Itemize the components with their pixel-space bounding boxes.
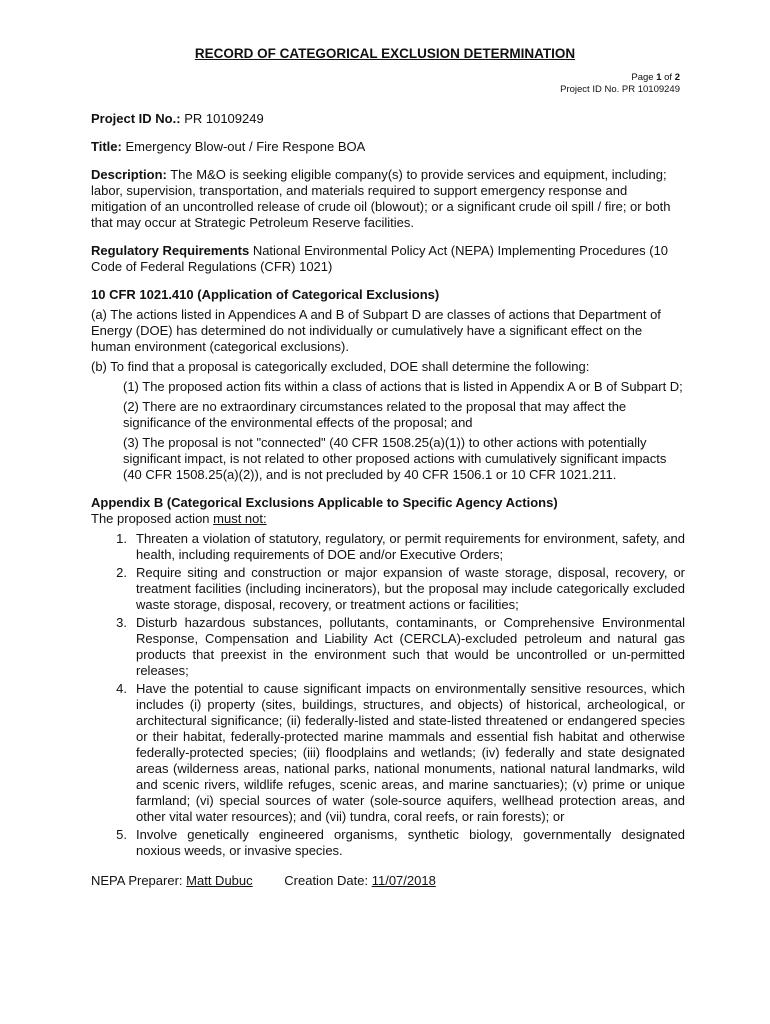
description-paragraph: Description: The M&O is seeking eligible company(s) to provide services and equipment, including; labor, supervision, transportation, and materials required to support emergency response and mitigation of an uncontrolled release of crude oil (blowout); or a significant crude oil spill / fire; or both that may occur at Strategic Petroleum Reserve facilities.	[91, 167, 671, 230]
footer-signature-line	[91, 873, 685, 889]
creation-date-label: Creation Date:	[284, 873, 369, 888]
page-number: Page 1 of 2	[631, 72, 680, 83]
list-item: 1. Threaten a violation of statutory, regulatory, or permit requirements for environment, safety, and health, including requirements of DOE and/or Executive Orders;	[116, 531, 685, 562]
document-title: RECORD OF CATEGORICAL EXCLUSION DETERMINATION	[194, 46, 576, 61]
header-project-id: Project ID No. PR 10109249	[560, 84, 680, 95]
title-line: Title: Emergency Blow-out / Fire Respone BOA	[91, 139, 366, 154]
list-item: 4. Have the potential to cause significant impacts on environmentally sensitive resources, which includes (i) property (sites, buildings, structures, and objects) of historical, archeological, or architectural significance; (ii) federally-listed and state-listed threatened or endangered species or their habitat, federally-protected marine mammals and essential fish habitat and otherwise federally-protected species; (iii) floodplains and wetlands; (iv) federally and state designated areas (wilderness areas, national parks, national monuments, national natural landmarks, wild and scenic rivers, wildlife refuges, scenic areas, and marine sanctuaries); (v) prime or unique farmland; (vi) special sources of water (sole-source aquifers, wellhead protection areas, and other vital water resources); and (vii) tundra, coral reefs, or rain forests); or	[116, 681, 685, 824]
list-item: 5. Involve genetically engineered organisms, synthetic biology, governmentally designated noxious weeds, or invasive species.	[116, 827, 685, 858]
cfr-item-a: (a) The actions listed in Appendices A and B of Subpart D are classes of actions that Department of Energy (DOE) has determined do not individually or cumulatively have a significant effect on the human environment (categorical exclusions).	[91, 307, 661, 354]
appendix-b-intro: The proposed action must not:	[91, 511, 267, 526]
preparer-label: NEPA Preparer:	[91, 873, 183, 888]
document-body	[91, 111, 685, 889]
appendix-b-heading: Appendix B (Categorical Exclusions Applicable to Specific Agency Actions)	[91, 495, 558, 510]
cfr-item-b1: (1) The proposed action fits within a class of actions that is listed in Appendix A or B of Subpart D;	[123, 379, 683, 394]
cfr-item-b2: (2) There are no extraordinary circumstances related to the proposal that may affect the significance of the environmental effects of the proposal; and	[123, 399, 627, 430]
regulatory-paragraph: Regulatory Requirements National Environmental Policy Act (NEPA) Implementing Procedures (10 Code of Federal Regulations (CFR) 1021)	[91, 243, 669, 274]
list-item: 2. Require siting and construction or major expansion of waste storage, disposal, recovery, or treatment facilities (including incinerators), but the proposal may include categorically excluded waste storage, disposal, recovery, or treatment actions or facilities;	[116, 565, 685, 612]
exclusion-list	[91, 531, 685, 859]
creation-date-value: 11/07/2018	[371, 873, 436, 888]
cfr-item-b: (b) To find that a proposal is categorically excluded, DOE shall determine the following:	[91, 359, 590, 374]
project-id-line: Project ID No.: PR 10109249	[91, 111, 264, 126]
preparer-value: Matt Dubuc	[186, 873, 253, 888]
page-header-info	[560, 72, 680, 96]
list-item: 3. Disturb hazardous substances, pollutants, contaminants, or Comprehensive Environmental Response, Compensation and Liability Act (CERCLA)-excluded petroleum and natural gas products that preexist in the environment such that would be uncontrolled or un-permitted releases;	[116, 615, 685, 678]
cfr-item-b3: (3) The proposal is not "connected" (40 CFR 1508.25(a)(1)) to other actions with potentially significant impact, is not related to other proposed actions with cumulatively significant impacts (40 CFR 1508.25(a)(2)), and is not precluded by 40 CFR 1506.1 or 10 CFR 1021.211.	[123, 435, 667, 482]
cfr-heading: 10 CFR 1021.410 (Application of Categorical Exclusions)	[91, 287, 440, 302]
